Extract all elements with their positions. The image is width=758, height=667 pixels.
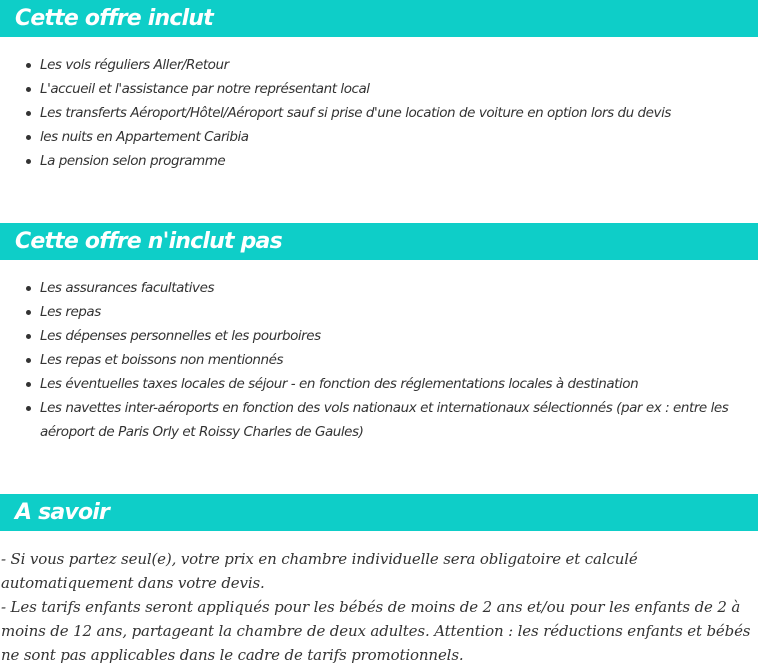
- includes-list: [0, 53, 740, 173]
- a-savoir-header: [0, 494, 758, 531]
- excludes-header: [0, 223, 758, 260]
- includes-title: Cette offre inclut: [15, 6, 213, 31]
- list-item: La pension selon programme: [0, 149, 740, 173]
- a-savoir-paragraph: - Si vous partez seul(e), votre prix en chambre individuelle sera obligatoire et calculé automatiquement dans votre devis.: [1, 550, 638, 592]
- a-savoir-text: [1, 547, 753, 667]
- list-item: Les vols réguliers Aller/Retour: [0, 53, 740, 77]
- list-item: les nuits en Appartement Caribia: [0, 125, 740, 149]
- list-item: L'accueil et l'assistance par notre représentant local: [0, 77, 740, 101]
- includes-header: [0, 0, 758, 37]
- excludes-title: Cette offre n'inclut pas: [15, 229, 282, 254]
- a-savoir-paragraph: - Les tarifs enfants seront appliqués pour les bébés de moins de 2 ans et/ou pour les enfants de 2 à moins de 12 ans, partageant la chambre de deux adultes. Attention : les réductions enfants et bébés ne sont pas applicables dans le cadre de tarifs promotionnels.: [1, 598, 751, 664]
- list-item: Les assurances facultatives: [0, 276, 740, 300]
- list-item: Les dépenses personnelles et les pourboires: [0, 324, 740, 348]
- list-item: Les éventuelles taxes locales de séjour - en fonction des réglementations locales à destination: [0, 372, 740, 396]
- list-item: Les repas: [0, 300, 740, 324]
- excludes-list: [0, 276, 740, 444]
- a-savoir-title: A savoir: [15, 500, 110, 525]
- list-item: Les repas et boissons non mentionnés: [0, 348, 740, 372]
- list-item: Les transferts Aéroport/Hôtel/Aéroport sauf si prise d'une location de voiture en option lors du devis: [0, 101, 740, 125]
- list-item: Les navettes inter-aéroports en fonction des vols nationaux et internationaux sélectionnés (par ex : entre les aéroport de Paris Orly et Roissy Charles de Gaules): [0, 396, 740, 444]
